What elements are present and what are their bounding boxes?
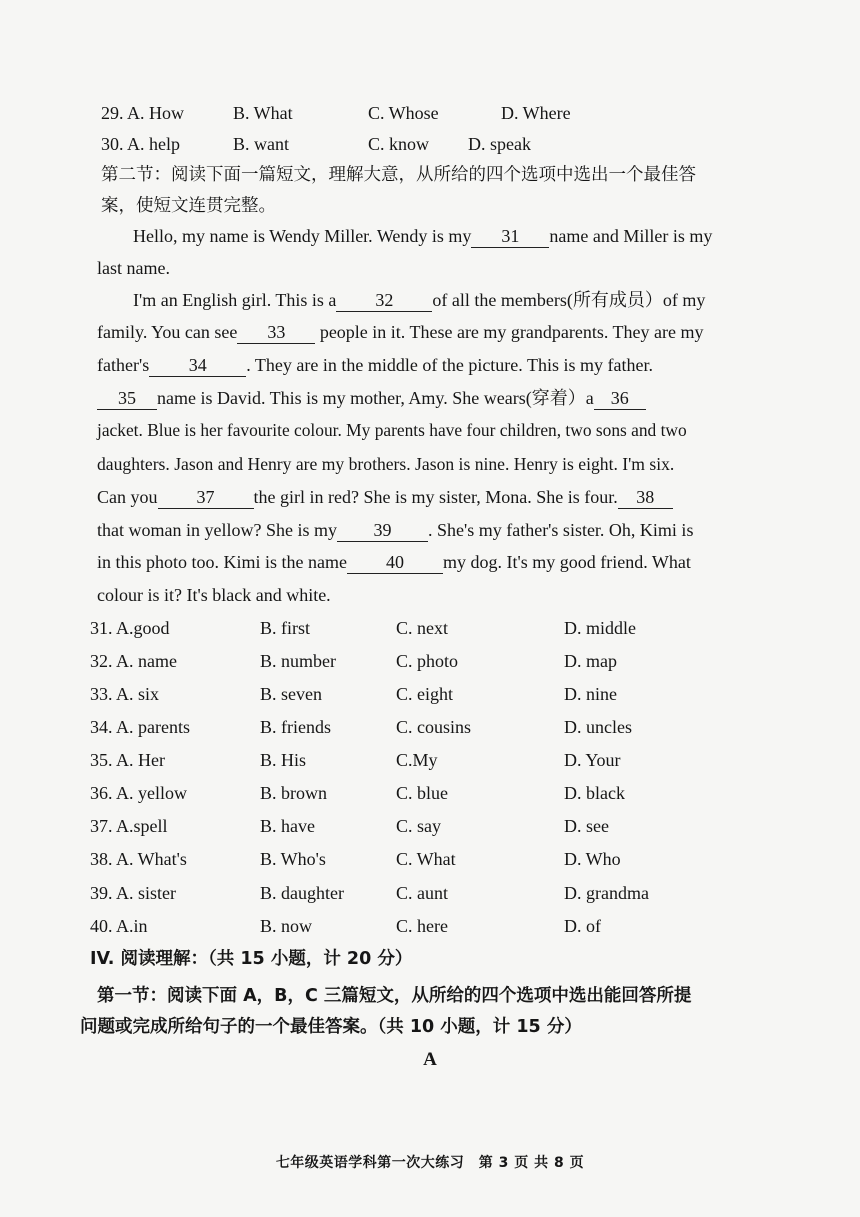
q29-option-c: C. Whose (368, 103, 439, 123)
question-40-options (0, 911, 860, 941)
passage-line (133, 285, 860, 315)
q30-option-b: B. want (233, 134, 289, 154)
option-d: D. uncles (564, 717, 632, 737)
passage-text: family. You can see (97, 322, 238, 342)
passage-text: people in it. These are my grandparents. They are my (319, 322, 704, 342)
question-37-options (0, 811, 860, 841)
question-31-options (0, 613, 860, 643)
option-b: B. friends (260, 717, 331, 737)
option-b: B. seven (260, 684, 322, 704)
option-b: B. daughter (260, 883, 344, 903)
question-32-options (0, 646, 860, 676)
option-d: D. black (564, 783, 625, 803)
option-a: 32. A. name (90, 651, 177, 671)
option-c: C. here (396, 916, 448, 936)
question-29-options (0, 98, 860, 128)
passage-part-label: A (423, 1049, 437, 1070)
passage-line (97, 515, 860, 545)
passage-text: . They are in the middle of the picture. This is my father. (246, 355, 653, 375)
section2-instruction-line2: 案，使短文连贯完整。 (101, 196, 276, 216)
option-b: B. His (260, 750, 307, 770)
blank-37: 37 (158, 486, 254, 509)
option-c: C. aunt (396, 883, 448, 903)
reading-section1-line2: 问题或完成所给句子的一个最佳答案。（共 10 小题，计 15 分） (80, 1017, 582, 1037)
blank-38: 38 (618, 486, 673, 509)
option-d: D. Who (564, 849, 621, 869)
passage-text: Can you (97, 487, 158, 507)
option-c: C. cousins (396, 717, 472, 737)
question-33-options (0, 679, 860, 709)
blank-40: 40 (347, 551, 443, 574)
question-36-options (0, 778, 860, 808)
passage-text: of all the members(所有成员）of my (432, 290, 706, 310)
passage-line: daughters. Jason and Henry are my brothers. Jason is nine. Henry is eight. I'm six. (97, 454, 675, 474)
option-a: 34. A. parents (90, 717, 190, 737)
option-d: D. of (564, 916, 601, 936)
option-a: 35. A. Her (90, 750, 165, 770)
blank-31: 31 (471, 225, 549, 248)
passage-line (97, 383, 860, 413)
page-footer: 七年级英语学科第一次大练习 第 3 页 共 8 页 (275, 1155, 585, 1171)
question-38-options (0, 844, 860, 874)
option-a: 40. A.in (90, 916, 148, 936)
option-d: D. middle (564, 618, 636, 638)
option-c: C. say (396, 816, 441, 836)
option-c: C. What (396, 849, 456, 869)
option-a: 36. A. yellow (90, 783, 187, 803)
question-39-options (0, 878, 860, 908)
blank-34: 34 (149, 354, 246, 377)
option-b: B. now (260, 916, 313, 936)
q30-option-c: C. know (368, 134, 430, 154)
passage-text: that woman in yellow? She is my (97, 520, 337, 540)
passage-text: the girl in red? She is my sister, Mona. She is four. (253, 487, 618, 507)
blank-33: 33 (237, 321, 315, 344)
passage-text: Hello, my name is Wendy Miller. Wendy is my (133, 226, 472, 246)
passage-line: last name. (97, 258, 170, 278)
question-34-options (0, 712, 860, 742)
blank-35: 35 (97, 387, 157, 410)
passage-text: in this photo too. Kimi is the name (97, 552, 347, 572)
reading-heading: IV. 阅读理解：（共 15 小题，计 20 分） (90, 949, 413, 969)
section2-instruction-line1: 第二节：阅读下面一篇短文，理解大意，从所给的四个选项中选出一个最佳答 (101, 165, 696, 185)
q29-option-b: B. What (233, 103, 293, 123)
option-c: C. blue (396, 783, 448, 803)
blank-36: 36 (594, 387, 646, 410)
reading-section1-line1: 第一节：阅读下面 A，B，C 三篇短文，从所给的四个选项中选出能回答所提 (97, 986, 692, 1006)
option-a: 39. A. sister (90, 883, 177, 903)
passage-line (133, 221, 860, 251)
option-c: C.My (396, 750, 438, 770)
option-a: 31. A.good (90, 618, 170, 638)
passage-text: name is David. This is my mother, Amy. She wears(穿着）a (157, 388, 594, 408)
option-a: 38. A. What's (90, 849, 187, 869)
option-d: D. see (564, 816, 609, 836)
option-c: C. photo (396, 651, 459, 671)
q29-option-a: 29. A. How (101, 103, 185, 123)
passage-line (97, 482, 860, 512)
q30-option-a: 30. A. help (101, 134, 180, 154)
passage-text: I'm an English girl. This is a (133, 290, 337, 310)
passage-text: father's (97, 355, 150, 375)
passage-text: . She's my father's sister. Oh, Kimi is (427, 520, 694, 540)
passage-line: colour is it? It's black and white. (97, 585, 331, 605)
passage-line (97, 350, 860, 380)
option-b: B. number (260, 651, 336, 671)
option-b: B. brown (260, 783, 327, 803)
passage-line (97, 547, 860, 577)
option-a: 33. A. six (90, 684, 160, 704)
question-35-options (0, 745, 860, 775)
option-d: D. map (564, 651, 617, 671)
blank-32: 32 (336, 289, 432, 312)
option-b: B. first (260, 618, 311, 638)
q29-option-d: D. Where (501, 103, 571, 123)
option-d: D. nine (564, 684, 617, 704)
passage-line (97, 317, 860, 347)
passage-line: jacket. Blue is her favourite colour. My parents have four children, two sons and two (97, 420, 687, 440)
question-30-options (0, 129, 860, 159)
option-a: 37. A.spell (90, 816, 168, 836)
option-d: D. Your (564, 750, 621, 770)
option-b: B. have (260, 816, 315, 836)
blank-39: 39 (337, 519, 428, 542)
option-d: D. grandma (564, 883, 649, 903)
option-c: C. eight (396, 684, 453, 704)
option-b: B. Who's (260, 849, 326, 869)
option-c: C. next (396, 618, 448, 638)
passage-text: name and Miller is my (549, 226, 713, 246)
passage-text: my dog. It's my good friend. What (443, 552, 691, 572)
q30-option-d: D. speak (468, 134, 531, 154)
